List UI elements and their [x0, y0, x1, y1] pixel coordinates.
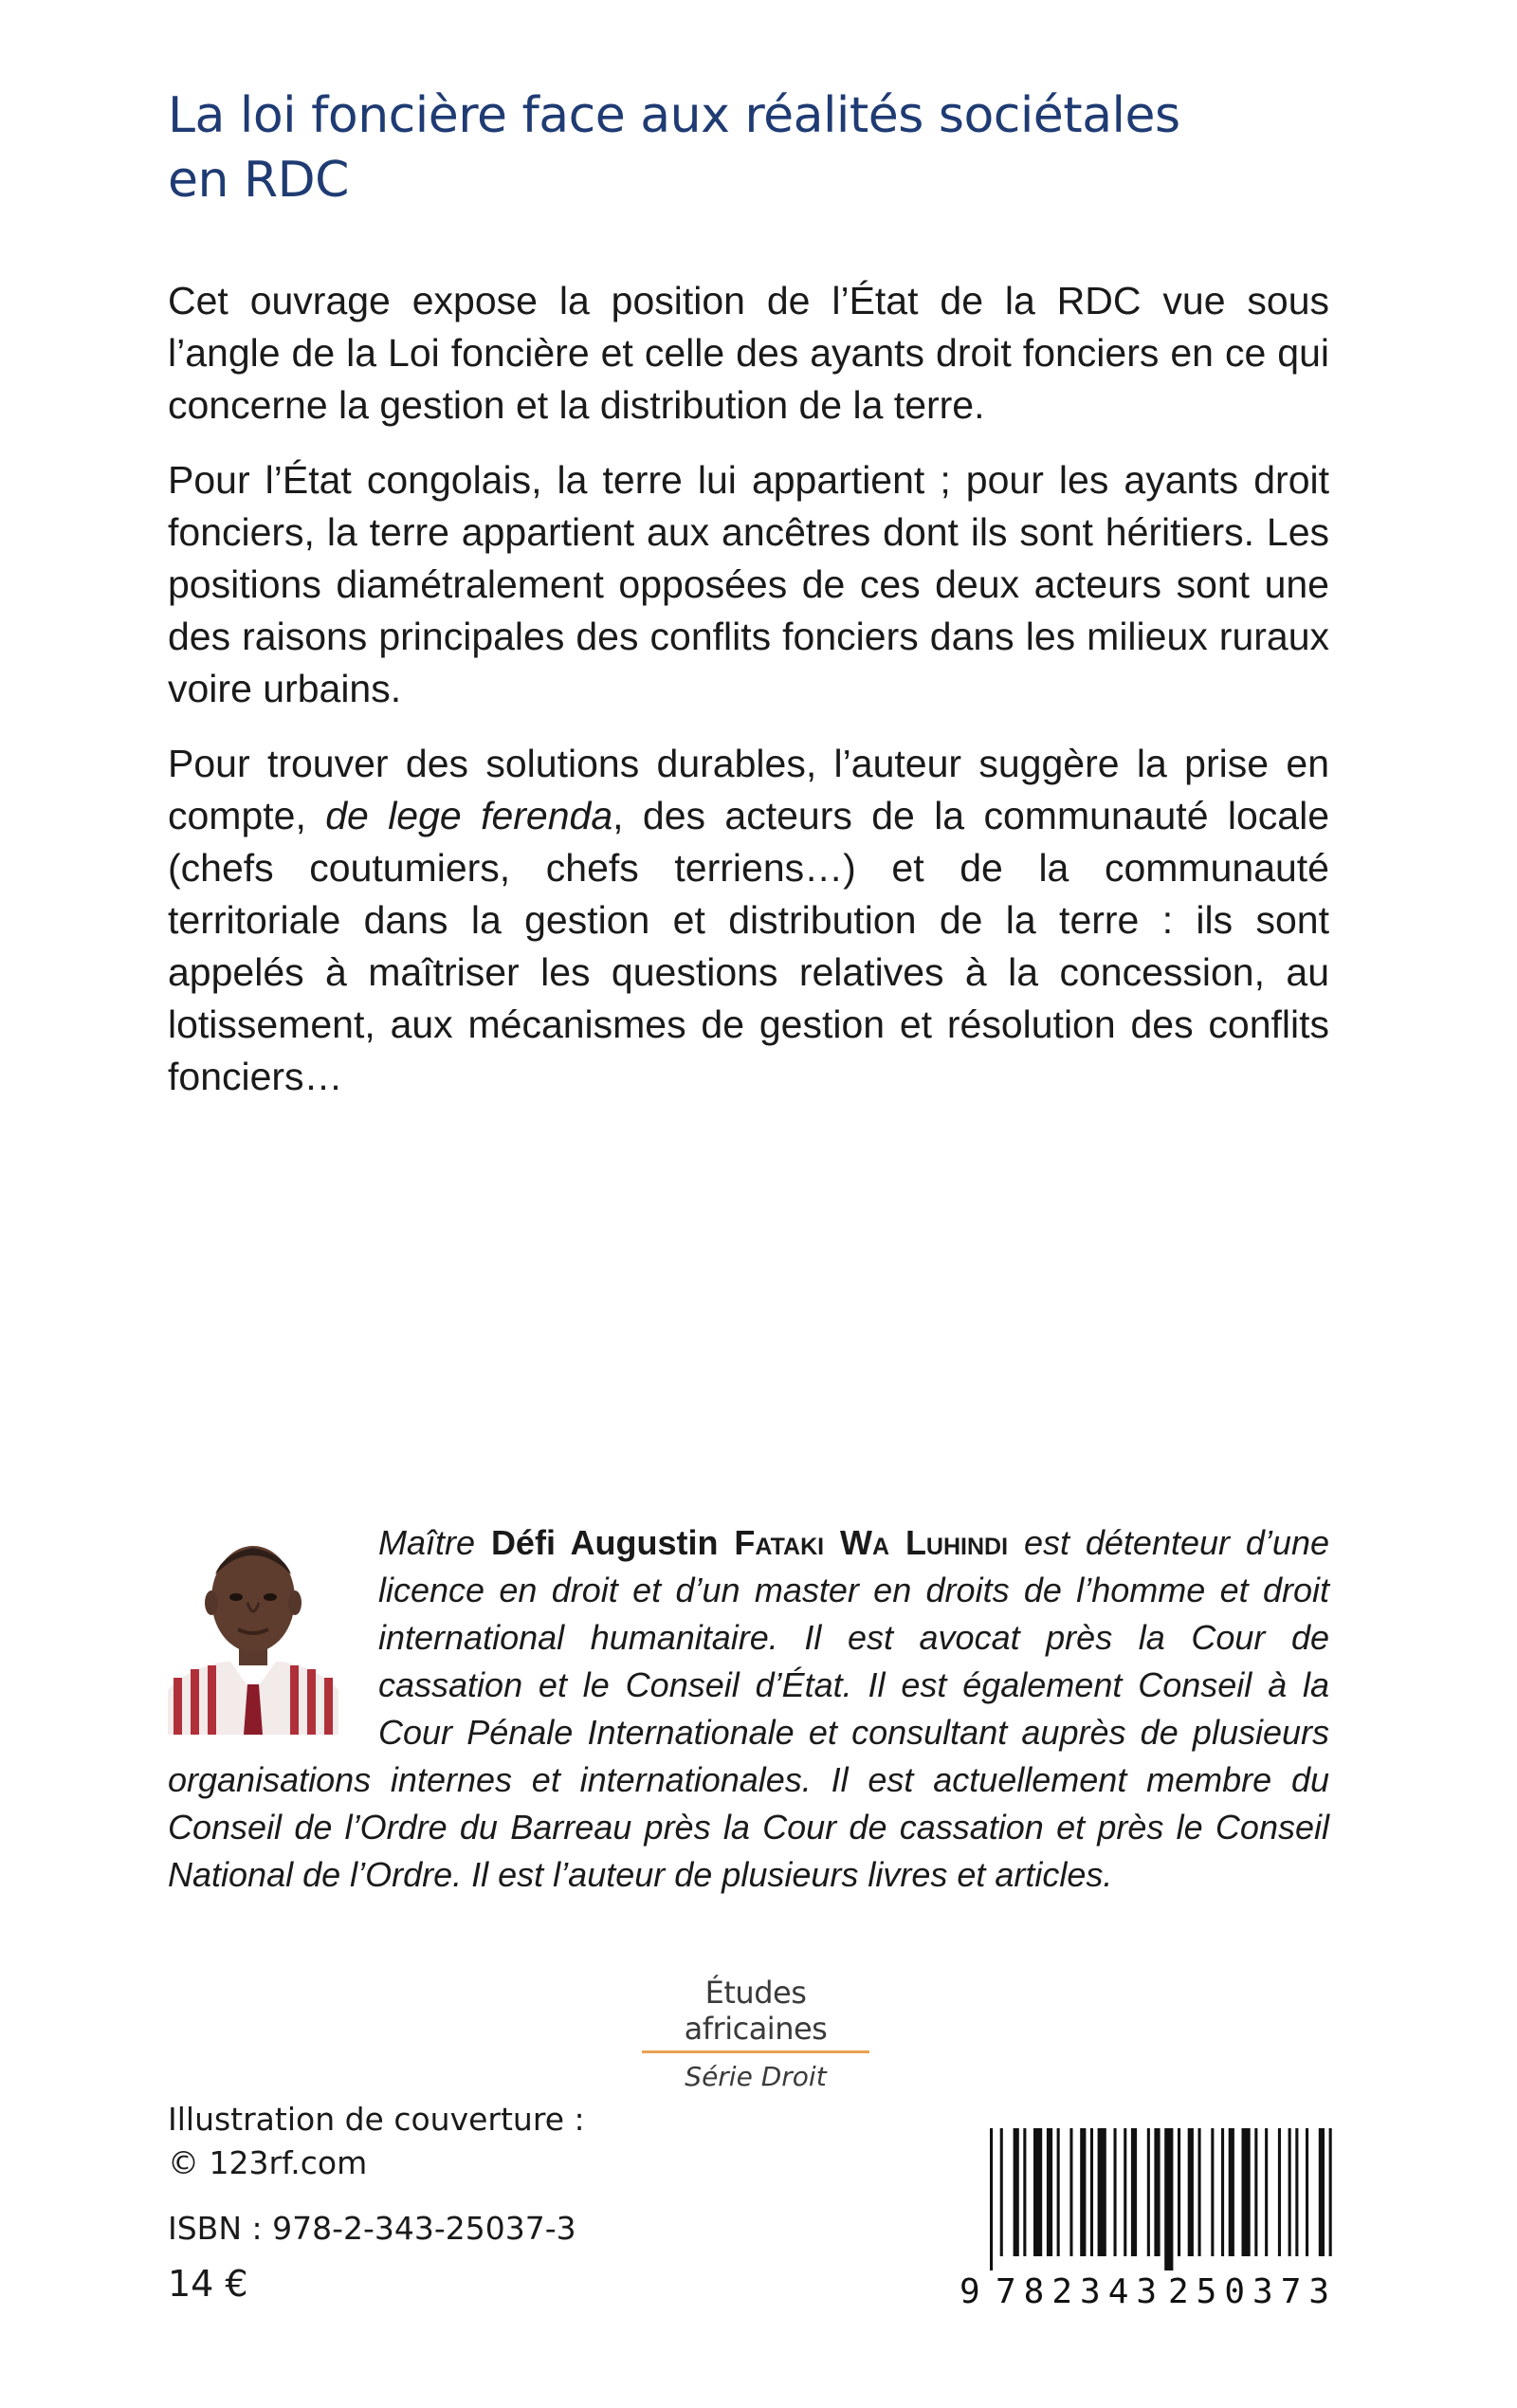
barcode-bar: [1198, 2128, 1201, 2256]
isbn: ISBN : 978-2-343-25037-3: [168, 2210, 576, 2247]
author-portrait-image: [168, 1521, 338, 1735]
barcode-bar: [1147, 2128, 1150, 2256]
barcode-bar: [1164, 2128, 1173, 2270]
barcode: [958, 2128, 1351, 2313]
barcode-bar: [1131, 2128, 1137, 2256]
barcode-bar: [1254, 2128, 1257, 2256]
barcode-bar: [1289, 2128, 1291, 2256]
barcode-bar: [990, 2128, 993, 2270]
barcode-bar: [1069, 2128, 1072, 2256]
barcode-bar: [1242, 2128, 1251, 2256]
barcode-bar: [1098, 2128, 1106, 2256]
summary-paragraph-3: [168, 738, 1329, 1103]
author-photo: [168, 1521, 338, 1735]
cover-credit-source: © 123rf.com: [168, 2144, 368, 2181]
price: 14 €: [168, 2263, 248, 2305]
barcode-bar: [1265, 2128, 1268, 2256]
latin-phrase: de lege ferenda: [325, 794, 613, 837]
author-first-names: Défi Augustin: [490, 1523, 735, 1562]
barcode-bar: [1188, 2128, 1194, 2256]
summary-p3-lead: Pour trouver des solutions durables, l’auteur suggère la prise en compte,: [168, 742, 1329, 837]
barcode-bar: [1023, 2128, 1026, 2256]
barcode-digit-group-left: 782343: [996, 2272, 1165, 2311]
barcode-bar: [1178, 2128, 1180, 2256]
barcode-bar: [1124, 2128, 1126, 2256]
barcode-bar: [1278, 2128, 1281, 2256]
subseries-name: Série Droit: [685, 2061, 827, 2092]
barcode-bar: [1114, 2128, 1117, 2256]
barcode-bar: [1014, 2128, 1019, 2256]
book-title-line-2: en RDC: [168, 152, 349, 209]
barcode-bar: [1090, 2128, 1093, 2256]
author-surname-part-2: Wa: [824, 1523, 890, 1562]
summary-paragraph-1: Cet ouvrage expose la position de l’État de la RDC vue sous l’angle de la Loi foncière et celle des ayants droit fonciers en ce qui concerne la gestion et la distribution de la terre.: [168, 279, 1329, 427]
author-title: Maître: [378, 1523, 491, 1562]
barcode-bar: [1211, 2128, 1214, 2256]
barcode-bar: [1047, 2128, 1052, 2256]
collection-name: Études africaines: [642, 1975, 869, 2053]
summary-paragraph-2: Pour l’État congolais, la terre lui appartient ; pour les ayants droit fonciers, la terre appartient aux ancêtres dont ils sont héritiers. Les positions diamétralement opposées de ces deux acteurs sont une des raisons principales des conflits fonciers dans les milieux ruraux voire urbains.: [168, 458, 1329, 710]
barcode-digit-group-right: 250373: [1168, 2272, 1338, 2311]
barcode-bar: [1154, 2128, 1160, 2256]
barcode-digits: [958, 2270, 1351, 2313]
barcode-bar: [1306, 2128, 1308, 2256]
barcode-bar: [1319, 2128, 1325, 2256]
barcode-digit-prefix: 9: [960, 2272, 980, 2311]
barcode-bar: [1033, 2128, 1042, 2256]
book-title-line-1: La loi foncière face aux réalités sociétales: [168, 87, 1180, 144]
barcode-bar: [1057, 2128, 1060, 2256]
barcode-bar: [1229, 2128, 1234, 2256]
author-surname-part-3: Luhindi: [889, 1523, 1009, 1562]
barcode-bar: [1221, 2128, 1224, 2256]
author-bio-text: est détenteur d’une licence en droit et d’un master en droits de l’homme et droit international humanitaire. Il est avocat près la Cour de cassation et le Conseil d’État. Il est également Conseil à la Cour Pénale Internationale et consultant auprès de plusieurs organisations internes et internationales. Il est actuellement membre du Conseil de l’Ordre du Barreau près la Cour de cassation et près le Conseil National de l’Ordre. Il est l’auteur de plusieurs livres et articles.: [168, 1523, 1329, 1894]
summary-p3-rest: , des acteurs de la communauté locale (chefs coutumiers, chefs terriens…) et de la communauté territoriale dans la gestion et distribution de la terre : ils sont appelés à maîtriser les questions relatives à la concession, au lotissement, aux mécanismes de gestion et résolution des conflits fonciers…: [168, 794, 1329, 1098]
book-title: [168, 83, 1353, 212]
barcode-bar: [1000, 2128, 1003, 2256]
author-name: [491, 1523, 1008, 1562]
barcode-bar: [1329, 2128, 1332, 2256]
author-surname-part-1: Fataki: [734, 1523, 825, 1562]
barcode-bar: [1295, 2128, 1298, 2256]
series-block: [642, 1975, 869, 2092]
cover-credit: [168, 2098, 585, 2185]
author-bio: [168, 1519, 1329, 1899]
barcode-bars-image: [958, 2128, 1351, 2270]
book-summary: [168, 275, 1329, 1126]
barcode-bar: [1080, 2128, 1086, 2256]
cover-credit-label: Illustration de couverture :: [168, 2101, 585, 2138]
